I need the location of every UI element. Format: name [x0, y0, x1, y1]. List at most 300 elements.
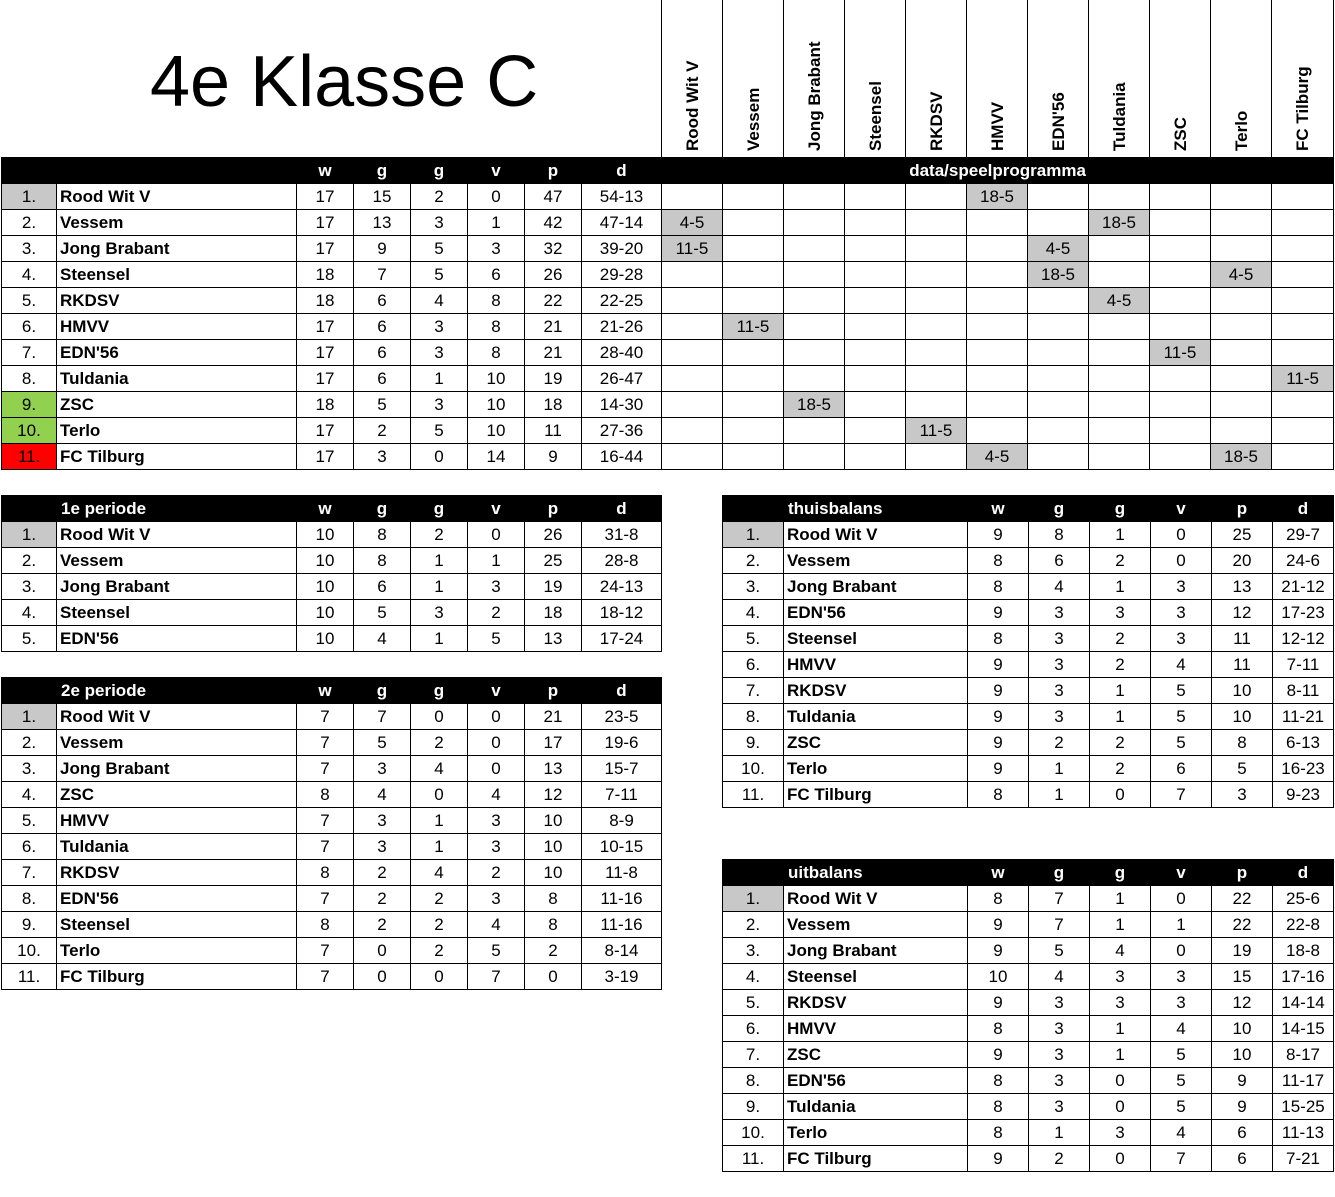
- row-stat-w: 9: [968, 522, 1029, 548]
- row-stat-g2: 2: [411, 912, 468, 938]
- schedule-cell: [845, 262, 906, 288]
- schedule-cell: [1028, 314, 1089, 340]
- row-stat-g2: 1: [1090, 1042, 1151, 1068]
- row-team-name: HMVV: [57, 314, 297, 340]
- row-stat-g2: 1: [411, 366, 468, 392]
- row-stat-g1: 3: [1029, 1016, 1090, 1042]
- column-header-label: Tuldania: [1109, 82, 1129, 151]
- row-stat-w: 7: [297, 704, 354, 730]
- row-stat-v: 3: [1151, 990, 1212, 1016]
- schedule-cell: [1272, 184, 1334, 210]
- header-col-d: d: [1273, 496, 1334, 522]
- row-team-name: Steensel: [57, 262, 297, 288]
- row-team-name: Steensel: [57, 600, 297, 626]
- row-stat-w: 17: [297, 236, 354, 262]
- row-stat-g1: 3: [1029, 652, 1090, 678]
- row-stat-p: 10: [1212, 1016, 1273, 1042]
- row-stat-d: 21-12: [1273, 574, 1334, 600]
- row-stat-w: 9: [968, 600, 1029, 626]
- row-stat-v: 5: [1151, 730, 1212, 756]
- table-row: [2, 964, 662, 990]
- header-col-v: v: [1151, 860, 1212, 886]
- row-stat-w: 17: [297, 314, 354, 340]
- header-row: [723, 496, 1334, 522]
- schedule-cell: [1211, 392, 1272, 418]
- table-row: [723, 730, 1334, 756]
- row-stat-d: 15-25: [1273, 1094, 1334, 1120]
- row-stat-d: 24-13: [582, 574, 662, 600]
- row-stat-d: 19-6: [582, 730, 662, 756]
- row-stat-w: 17: [297, 184, 354, 210]
- schedule-cell: [784, 314, 845, 340]
- row-stat-w: 9: [968, 756, 1029, 782]
- row-stat-d: 31-8: [582, 522, 662, 548]
- row-stat-g2: 3: [411, 314, 468, 340]
- schedule-cell: [1211, 236, 1272, 262]
- row-stat-g1: 2: [354, 860, 411, 886]
- row-stat-d: 28-8: [582, 548, 662, 574]
- row-stat-g2: 1: [411, 834, 468, 860]
- table-row: [2, 340, 1334, 366]
- header-rank: [2, 158, 57, 184]
- row-stat-g2: 3: [411, 600, 468, 626]
- row-stat-g1: 3: [1029, 626, 1090, 652]
- row-team-name: EDN'56: [57, 340, 297, 366]
- table-row: [2, 210, 1334, 236]
- header-rank: [723, 860, 784, 886]
- row-stat-w: 9: [968, 1146, 1029, 1172]
- schedule-cell: [1272, 444, 1334, 470]
- row-stat-g2: 3: [1090, 990, 1151, 1016]
- row-team-name: Rood Wit V: [784, 886, 968, 912]
- row-stat-g1: 3: [1029, 1068, 1090, 1094]
- schedule-cell: [1028, 418, 1089, 444]
- row-stat-g1: 8: [1029, 522, 1090, 548]
- table-row: [723, 626, 1334, 652]
- row-stat-d: 9-23: [1273, 782, 1334, 808]
- row-stat-w: 17: [297, 340, 354, 366]
- row-stat-p: 10: [1212, 678, 1273, 704]
- row-stat-p: 18: [525, 392, 582, 418]
- row-rank: 2.: [2, 210, 57, 236]
- uitbalans-table: [722, 859, 1334, 1172]
- row-stat-p: 13: [525, 626, 582, 652]
- row-stat-w: 10: [297, 574, 354, 600]
- row-stat-v: 0: [1151, 938, 1212, 964]
- row-stat-d: 28-40: [582, 340, 662, 366]
- row-stat-v: 4: [468, 912, 525, 938]
- row-rank: 6.: [723, 652, 784, 678]
- row-stat-w: 8: [968, 1120, 1029, 1146]
- table-row: [723, 990, 1334, 1016]
- row-rank: 4.: [723, 600, 784, 626]
- row-team-name: Steensel: [784, 964, 968, 990]
- header-col-v: v: [468, 158, 525, 184]
- table-row: [2, 574, 662, 600]
- schedule-cell: [1150, 210, 1211, 236]
- row-rank: 4.: [2, 600, 57, 626]
- column-header-label: Jong Brabant: [804, 41, 824, 151]
- table-row: [2, 236, 1334, 262]
- row-rank: 8.: [723, 704, 784, 730]
- schedule-cell: [1028, 392, 1089, 418]
- row-team-name: Terlo: [784, 756, 968, 782]
- row-stat-p: 13: [525, 756, 582, 782]
- row-stat-v: 6: [1151, 756, 1212, 782]
- column-header-team: [1210, 0, 1272, 157]
- row-stat-p: 19: [525, 366, 582, 392]
- row-stat-g1: 9: [354, 236, 411, 262]
- row-stat-g2: 1: [1090, 704, 1151, 730]
- row-team-name: HMVV: [784, 1016, 968, 1042]
- row-stat-w: 7: [297, 938, 354, 964]
- schedule-cell: 11-5: [723, 314, 784, 340]
- schedule-cell: [1272, 288, 1334, 314]
- row-stat-w: 9: [968, 652, 1029, 678]
- row-stat-g2: 0: [411, 782, 468, 808]
- row-stat-d: 18-8: [1273, 938, 1334, 964]
- row-stat-d: 27-36: [582, 418, 662, 444]
- schedule-cell: [967, 392, 1028, 418]
- schedule-cell: [662, 184, 723, 210]
- row-stat-p: 15: [1212, 964, 1273, 990]
- row-stat-d: 54-13: [582, 184, 662, 210]
- row-stat-w: 7: [297, 834, 354, 860]
- row-team-name: Vessem: [57, 210, 297, 236]
- row-rank: 5.: [723, 626, 784, 652]
- row-stat-w: 10: [297, 600, 354, 626]
- schedule-cell: 11-5: [1150, 340, 1211, 366]
- header-col-g: g: [1090, 496, 1151, 522]
- schedule-cell: [967, 288, 1028, 314]
- row-stat-p: 5: [1212, 756, 1273, 782]
- row-team-name: Jong Brabant: [57, 236, 297, 262]
- row-stat-g1: 8: [354, 522, 411, 548]
- schedule-cell: [784, 262, 845, 288]
- row-stat-g2: 2: [1090, 548, 1151, 574]
- row-stat-w: 9: [968, 1042, 1029, 1068]
- header-col-g: g: [1029, 860, 1090, 886]
- table-row: [723, 1068, 1334, 1094]
- schedule-cell: [723, 184, 784, 210]
- row-stat-p: 22: [525, 288, 582, 314]
- row-stat-p: 10: [525, 860, 582, 886]
- row-stat-w: 9: [968, 730, 1029, 756]
- row-stat-w: 9: [968, 990, 1029, 1016]
- schedule-cell: [967, 340, 1028, 366]
- schedule-cell: [1089, 392, 1150, 418]
- table-row: [2, 730, 662, 756]
- row-team-name: Tuldania: [784, 704, 968, 730]
- schedule-cell: [845, 392, 906, 418]
- schedule-cell: 18-5: [1089, 210, 1150, 236]
- row-stat-g2: 1: [411, 574, 468, 600]
- row-stat-g2: 4: [411, 756, 468, 782]
- row-stat-d: 17-23: [1273, 600, 1334, 626]
- row-stat-g1: 2: [1029, 1146, 1090, 1172]
- schedule-cell: [1150, 184, 1211, 210]
- schedule-cell: [906, 210, 967, 236]
- schedule-cell: 11-5: [906, 418, 967, 444]
- row-stat-w: 9: [968, 704, 1029, 730]
- schedule-cell: [1150, 288, 1211, 314]
- row-team-name: FC Tilburg: [784, 782, 968, 808]
- row-stat-g1: 3: [1029, 990, 1090, 1016]
- row-stat-d: 11-16: [582, 912, 662, 938]
- row-stat-d: 25-6: [1273, 886, 1334, 912]
- row-stat-g1: 2: [354, 912, 411, 938]
- row-stat-d: 8-9: [582, 808, 662, 834]
- row-team-name: EDN'56: [57, 886, 297, 912]
- row-stat-g2: 5: [411, 262, 468, 288]
- row-stat-g1: 4: [354, 782, 411, 808]
- header-col-g: g: [354, 158, 411, 184]
- header-col-d: d: [582, 158, 662, 184]
- row-stat-g2: 2: [1090, 756, 1151, 782]
- row-stat-v: 4: [1151, 1120, 1212, 1146]
- row-rank: 1.: [723, 522, 784, 548]
- schedule-cell: [845, 288, 906, 314]
- row-rank: 4.: [2, 262, 57, 288]
- row-stat-d: 17-16: [1273, 964, 1334, 990]
- row-stat-v: 3: [468, 236, 525, 262]
- header-rank: [2, 678, 57, 704]
- row-stat-p: 11: [525, 418, 582, 444]
- header-col-d: d: [582, 678, 662, 704]
- row-stat-v: 1: [1151, 912, 1212, 938]
- row-stat-d: 8-17: [1273, 1042, 1334, 1068]
- header-col-g: g: [411, 496, 468, 522]
- row-rank: 1.: [2, 704, 57, 730]
- schedule-cell: [1089, 262, 1150, 288]
- schedule-cell: [723, 366, 784, 392]
- row-team-name: Terlo: [57, 938, 297, 964]
- row-team-name: Terlo: [784, 1120, 968, 1146]
- header-row: [2, 678, 662, 704]
- schedule-cell: [845, 236, 906, 262]
- row-stat-v: 2: [468, 860, 525, 886]
- table-row: [2, 938, 662, 964]
- row-team-name: Jong Brabant: [784, 574, 968, 600]
- row-stat-g2: 1: [411, 626, 468, 652]
- schedule-cell: [1150, 236, 1211, 262]
- row-rank: 1.: [2, 522, 57, 548]
- column-header-team: [905, 0, 967, 157]
- row-stat-w: 7: [297, 808, 354, 834]
- row-stat-v: 1: [468, 210, 525, 236]
- row-stat-g2: 1: [411, 808, 468, 834]
- schedule-cell: [1272, 340, 1334, 366]
- row-stat-p: 26: [525, 262, 582, 288]
- header-label: thuisbalans: [784, 496, 968, 522]
- row-stat-g1: 2: [354, 418, 411, 444]
- row-team-name: ZSC: [784, 730, 968, 756]
- row-rank: 3.: [2, 574, 57, 600]
- schedule-cell: [967, 418, 1028, 444]
- row-rank: 7.: [2, 860, 57, 886]
- row-stat-p: 21: [525, 704, 582, 730]
- row-stat-g2: 0: [411, 964, 468, 990]
- row-rank: 10.: [723, 756, 784, 782]
- row-stat-v: 3: [1151, 574, 1212, 600]
- row-stat-p: 8: [525, 912, 582, 938]
- row-stat-g2: 0: [1090, 782, 1151, 808]
- row-stat-g1: 2: [1029, 730, 1090, 756]
- row-stat-g1: 15: [354, 184, 411, 210]
- row-stat-w: 17: [297, 418, 354, 444]
- row-stat-p: 9: [1212, 1094, 1273, 1120]
- row-stat-w: 8: [968, 1094, 1029, 1120]
- row-stat-d: 7-11: [1273, 652, 1334, 678]
- table-row: [723, 678, 1334, 704]
- row-team-name: FC Tilburg: [784, 1146, 968, 1172]
- column-header-team: [722, 0, 784, 157]
- row-team-name: Terlo: [57, 418, 297, 444]
- row-stat-p: 10: [525, 808, 582, 834]
- schedule-cell: [1211, 314, 1272, 340]
- row-stat-g1: 3: [354, 756, 411, 782]
- row-stat-d: 6-13: [1273, 730, 1334, 756]
- row-stat-v: 3: [468, 808, 525, 834]
- row-rank: 11.: [2, 964, 57, 990]
- row-stat-w: 8: [297, 912, 354, 938]
- row-team-name: Steensel: [57, 912, 297, 938]
- row-team-name: Rood Wit V: [57, 522, 297, 548]
- schedule-cell: [1211, 366, 1272, 392]
- schedule-cell: [906, 340, 967, 366]
- schedule-cell: [723, 392, 784, 418]
- header-col-d: d: [1273, 860, 1334, 886]
- row-team-name: RKDSV: [57, 860, 297, 886]
- schedule-cell: [1272, 236, 1334, 262]
- header-col-w: w: [297, 678, 354, 704]
- header-col-g: g: [354, 496, 411, 522]
- row-rank: 9.: [2, 392, 57, 418]
- row-rank: 3.: [2, 236, 57, 262]
- row-stat-g1: 5: [354, 730, 411, 756]
- row-stat-p: 9: [1212, 1068, 1273, 1094]
- row-stat-g2: 2: [411, 886, 468, 912]
- header-col-v: v: [468, 496, 525, 522]
- row-stat-d: 24-6: [1273, 548, 1334, 574]
- row-team-name: EDN'56: [784, 600, 968, 626]
- table-row: [723, 1094, 1334, 1120]
- table-row: [2, 444, 1334, 470]
- row-team-name: Vessem: [784, 912, 968, 938]
- header-label: [57, 158, 297, 184]
- row-stat-g1: 3: [354, 834, 411, 860]
- row-stat-p: 8: [1212, 730, 1273, 756]
- row-stat-g1: 3: [354, 444, 411, 470]
- row-stat-v: 3: [468, 834, 525, 860]
- schedule-cell: [1150, 314, 1211, 340]
- schedule-cell: [1150, 444, 1211, 470]
- row-stat-p: 22: [1212, 886, 1273, 912]
- row-stat-g1: 3: [1029, 704, 1090, 730]
- schedule-cell: [1211, 288, 1272, 314]
- row-stat-w: 10: [297, 548, 354, 574]
- row-rank: 2.: [723, 912, 784, 938]
- schedule-cell: [1028, 366, 1089, 392]
- row-stat-g2: 3: [411, 340, 468, 366]
- schedule-cell: [1028, 184, 1089, 210]
- row-stat-d: 11-8: [582, 860, 662, 886]
- schedule-cell: 4-5: [1211, 262, 1272, 288]
- row-stat-g2: 5: [411, 236, 468, 262]
- row-stat-v: 0: [1151, 886, 1212, 912]
- row-stat-p: 8: [525, 886, 582, 912]
- table-row: [2, 418, 1334, 444]
- row-stat-w: 18: [297, 392, 354, 418]
- row-stat-w: 9: [968, 678, 1029, 704]
- row-team-name: Tuldania: [57, 834, 297, 860]
- row-stat-p: 19: [525, 574, 582, 600]
- row-stat-p: 12: [1212, 990, 1273, 1016]
- schedule-cell: [1089, 184, 1150, 210]
- row-stat-w: 8: [297, 860, 354, 886]
- table-row: [723, 574, 1334, 600]
- schedule-cell: [906, 392, 967, 418]
- row-stat-g2: 1: [1090, 574, 1151, 600]
- table-row: [723, 782, 1334, 808]
- row-stat-p: 6: [1212, 1120, 1273, 1146]
- row-stat-d: 7-11: [582, 782, 662, 808]
- schedule-cell: [784, 288, 845, 314]
- row-rank: 3.: [2, 756, 57, 782]
- row-stat-d: 22-25: [582, 288, 662, 314]
- row-stat-v: 3: [468, 574, 525, 600]
- schedule-cell: [1089, 314, 1150, 340]
- table-row: [2, 184, 1334, 210]
- row-stat-w: 10: [297, 626, 354, 652]
- row-rank: 9.: [2, 912, 57, 938]
- row-stat-w: 7: [297, 964, 354, 990]
- row-rank: 3.: [723, 938, 784, 964]
- row-stat-p: 2: [525, 938, 582, 964]
- row-rank: 6.: [2, 834, 57, 860]
- row-stat-g2: 4: [1090, 938, 1151, 964]
- row-stat-v: 0: [468, 730, 525, 756]
- row-rank: 7.: [2, 340, 57, 366]
- header-rank: [723, 496, 784, 522]
- schedule-cell: [1028, 288, 1089, 314]
- table-row: [2, 782, 662, 808]
- header-col-p: p: [525, 496, 582, 522]
- row-stat-v: 4: [468, 782, 525, 808]
- row-stat-p: 18: [525, 600, 582, 626]
- row-stat-g1: 5: [354, 600, 411, 626]
- schedule-cell: [784, 366, 845, 392]
- column-header-team: [661, 0, 723, 157]
- row-stat-d: 11-21: [1273, 704, 1334, 730]
- row-stat-w: 10: [968, 964, 1029, 990]
- row-stat-g1: 6: [354, 314, 411, 340]
- row-stat-d: 3-19: [582, 964, 662, 990]
- row-team-name: Vessem: [784, 548, 968, 574]
- row-stat-g2: 3: [1090, 1120, 1151, 1146]
- row-stat-d: 11-17: [1273, 1068, 1334, 1094]
- row-team-name: ZSC: [784, 1042, 968, 1068]
- row-team-name: Rood Wit V: [57, 184, 297, 210]
- header-schedule: data/speelprogramma: [662, 158, 1334, 184]
- header-col-g: g: [1029, 496, 1090, 522]
- table-row: [723, 652, 1334, 678]
- row-stat-d: 39-20: [582, 236, 662, 262]
- row-stat-g2: 3: [411, 210, 468, 236]
- header-col-g: g: [1090, 860, 1151, 886]
- schedule-cell: [1150, 392, 1211, 418]
- row-rank: 7.: [723, 1042, 784, 1068]
